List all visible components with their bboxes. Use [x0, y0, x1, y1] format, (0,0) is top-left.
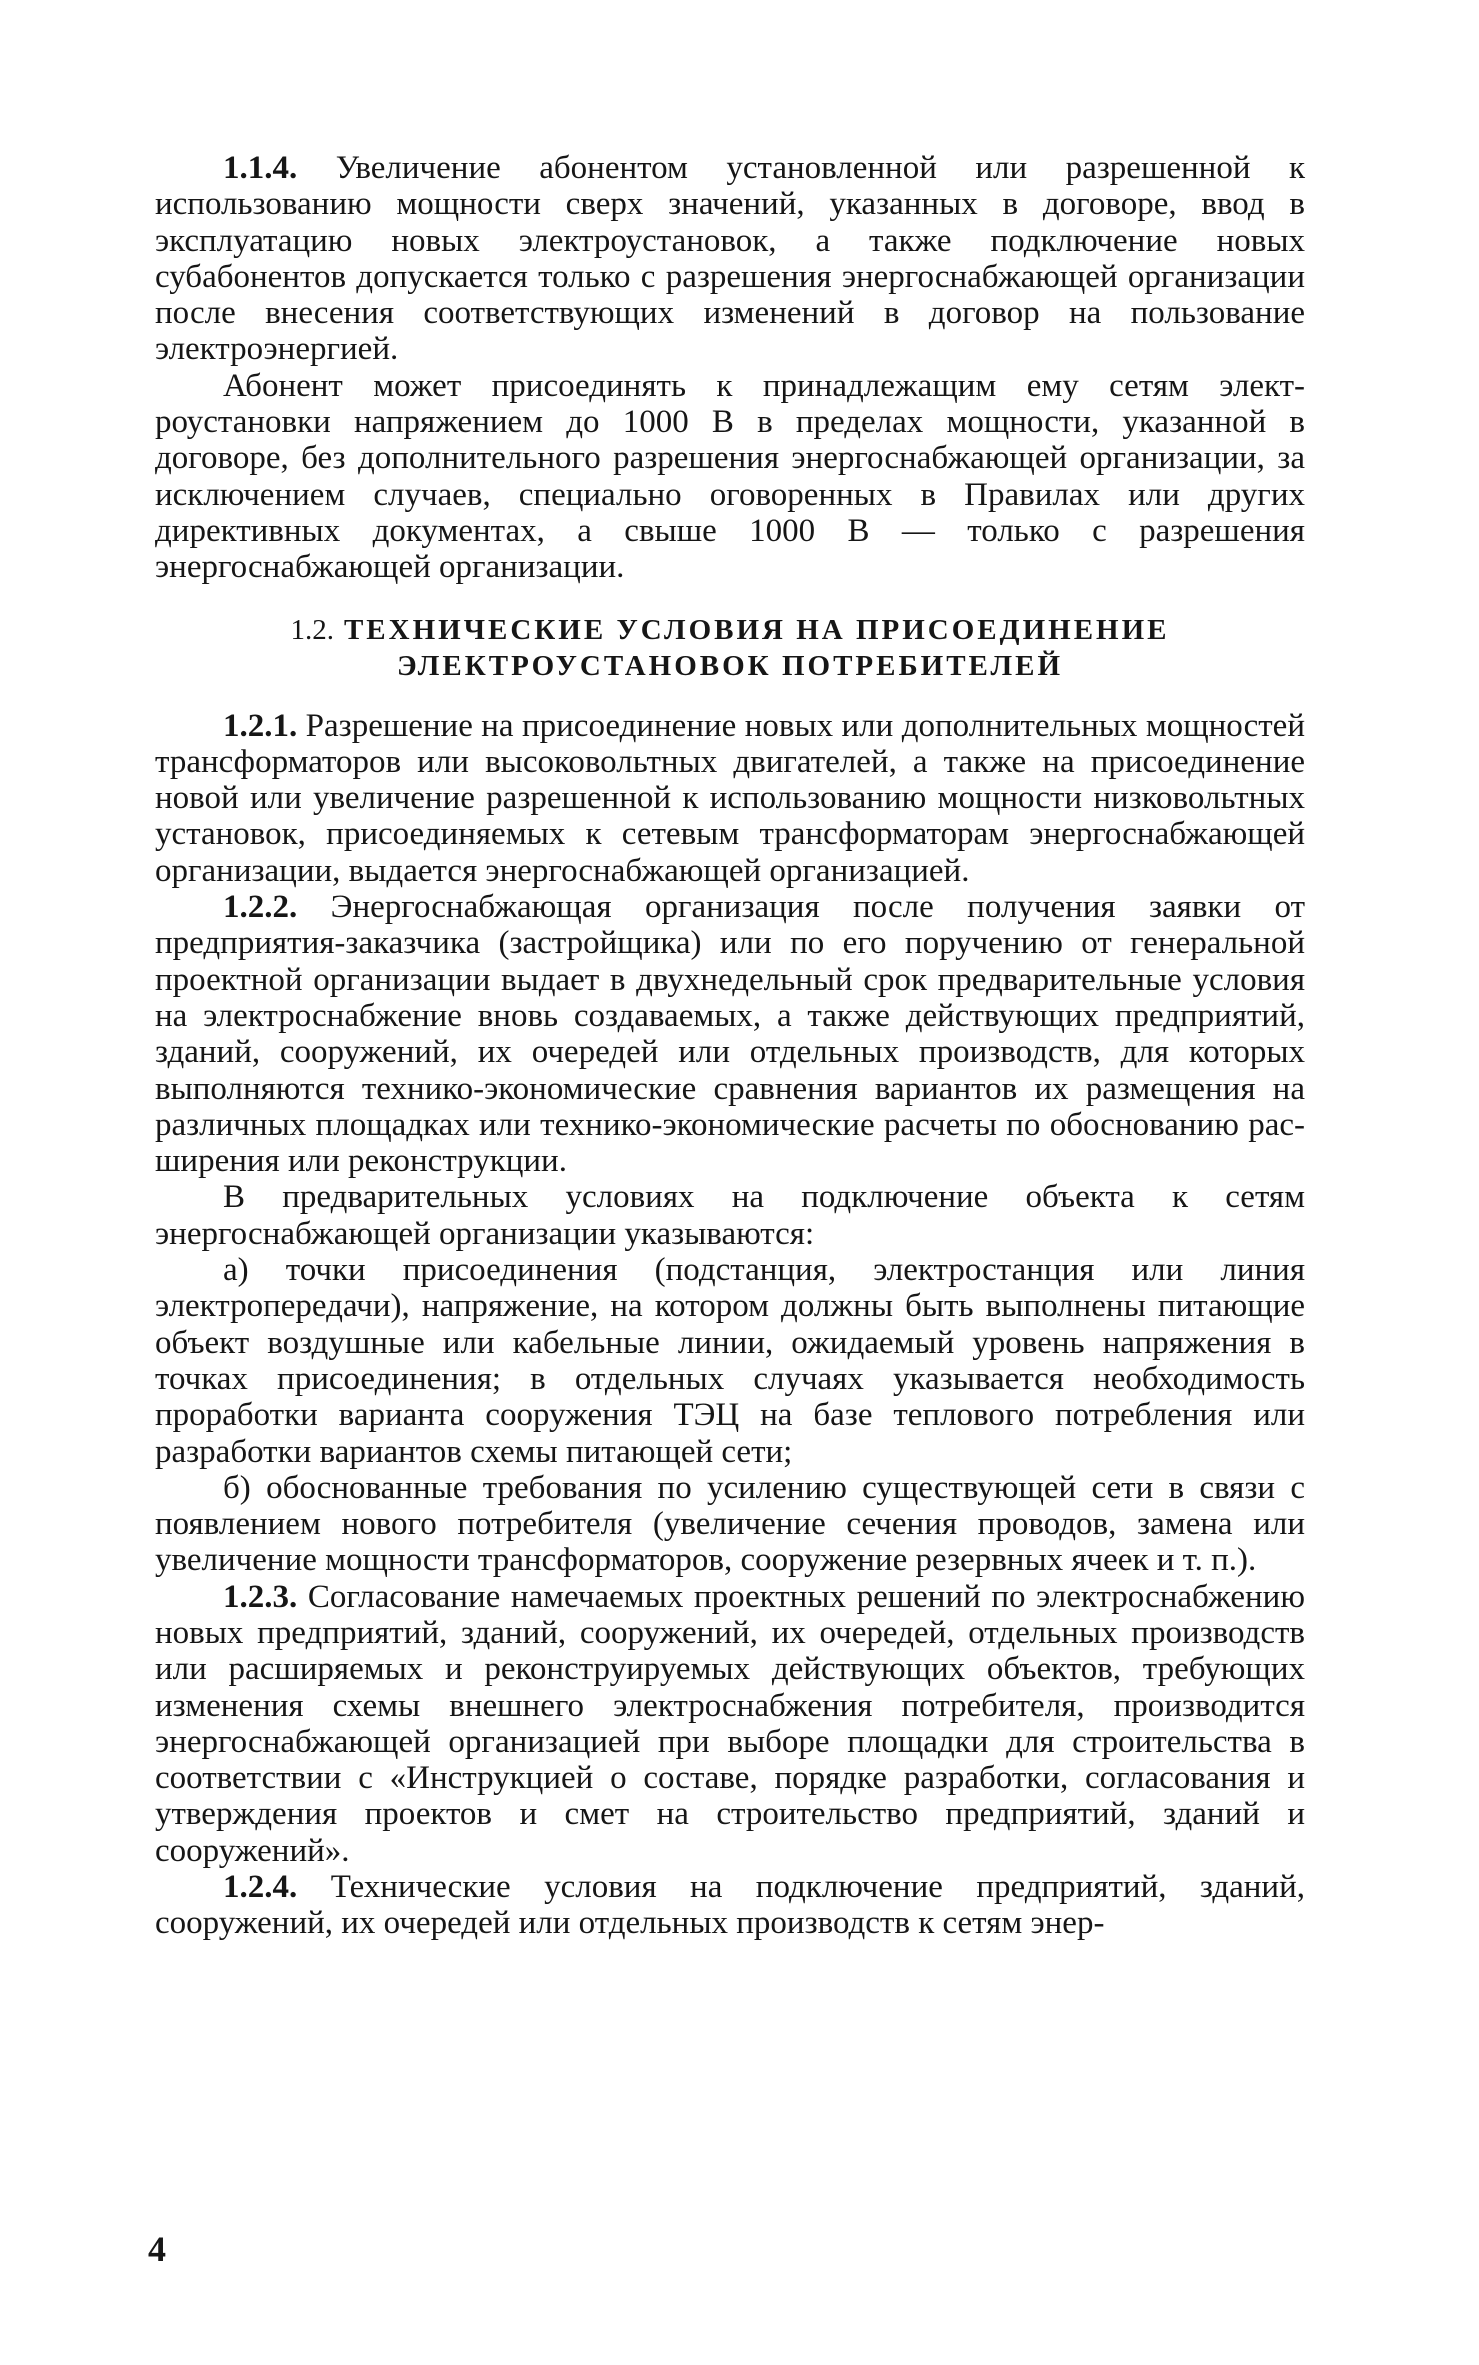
clause-text: Увеличение абонентом установленной или разрешенной к использованию мощности сверх значений, указанных в договоре, ввод в эксплуатацию новых электроустановок, а также подключение новых субабонентов допускается только с разрешения энергоснабжающей организации после внесения соответствующих изменений в договор на пользование электроэнергией. — [155, 150, 1305, 368]
clause-number: 1.1.4. — [223, 150, 298, 186]
paragraph-1-1-4-continued — [155, 368, 1305, 586]
clause-text: Разрешение на присоединение новых или дополнительных мощностей трансформаторов или высоковольтных двигателей, а также на присоединение новой или увеличение разрешенной к использованию мощности низковольтных установок, присоединяемых к сетевым трансформаторам энергоснабжающей организации, выдается энергоснабжающей организацией. — [155, 707, 1305, 889]
paragraph-1-2-1 — [155, 708, 1305, 889]
paragraph-1-2-2-continued — [155, 1179, 1305, 1252]
item-text: а) точки присоединения (подстанция, электростанция или линия электропередачи), напряжение, на котором должны быть выполнены питающие объект воздушные или кабельные линии, ожидаемый уровень напряжения в точках присоединения; в отдельных случаях указывается необходимость проработки варианта сооружения ТЭЦ на базе теплового потребления или разработки вариантов схемы питающей сети; — [155, 1252, 1305, 1470]
paragraph-1-1-4 — [155, 150, 1305, 368]
paragraph-1-2-2 — [155, 889, 1305, 1179]
clause-text: Абонент может присоединять к принадлежащим ему сетям электроустановки напряжением до 1000 В в пределах мощности, указанной в договоре, без дополнительного разрешения энергоснабжающей организации, за исключением случаев, специально оговоренных в Правилах или других директивных документах, а свыше 1000 В — только с разрешения энергоснабжающей организации. — [155, 367, 1305, 586]
heading-title-line-2: ЭЛЕКТРОУСТАНОВОК ПОТРЕБИТЕЛЕЙ — [396, 649, 1064, 682]
list-item-a — [155, 1252, 1305, 1470]
paragraph-1-2-3 — [155, 1579, 1305, 1869]
item-text: б) обоснованные требования по усилению существующей сети в связи с появлением нового потребителя (увеличение сечения проводов, замена или увеличение мощности трансформаторов, сооружение резервных ячеек и т. п.). — [155, 1469, 1305, 1579]
page-number: 4 — [148, 2229, 166, 2269]
page-body — [155, 150, 1305, 1942]
heading-line-1 — [155, 612, 1305, 648]
clause-text: В предварительных условиях на подключение объекта к сетям энергоснабжающей организации указываются: — [155, 1179, 1305, 1252]
clause-text: Энергоснабжающая организация после получения заявки от предприятия-заказчика (застройщика) или по его поручению от генеральной проектной организации выдает в двухнедельный срок предварительные условия на электроснабжение вновь создаваемых, а также действующих предприятий, зданий, сооружений, их очередей или отдельных производств, для которых выполняются технико-экономические сравнения вариантов их размещения на различных площадках или технико-экономические расчеты по обоснованию расширения или реконструкции. — [155, 889, 1306, 1180]
heading-title-line-1: ТЕХНИЧЕСКИЕ УСЛОВИЯ НА ПРИСОЕДИНЕНИЕ — [343, 613, 1170, 646]
list-item-b — [155, 1470, 1305, 1579]
clause-number: 1.2.1. — [223, 707, 298, 744]
heading-number: 1.2. — [290, 613, 334, 646]
clause-text: Согласование намечаемых проектных решений по электроснабжению новых предприятий, зданий, сооружений, их очередей, отдельных производств или расширяемых и реконструируемых действующих объектов, требующих изменения схемы внешнего электроснабжения потребителя, производится энергоснабжающей организацией при выборе площадки для строительства в соответствии с «Инструкцией о составе, порядке разработки, согласования и утверждения проектов и смет на строительство предприятий, зданий и сооружений». — [155, 1578, 1305, 1869]
clause-number: 1.2.2. — [223, 889, 298, 926]
clause-text: Технические условия на подключение предприятий, зданий, сооружений, их очередей или отдельных производств к сетям энер- — [155, 1869, 1306, 1942]
clause-number: 1.2.4. — [223, 1869, 298, 1906]
clause-number: 1.2.3. — [223, 1578, 298, 1615]
paragraph-1-2-4 — [155, 1869, 1305, 1942]
section-heading-1-2 — [155, 612, 1305, 684]
